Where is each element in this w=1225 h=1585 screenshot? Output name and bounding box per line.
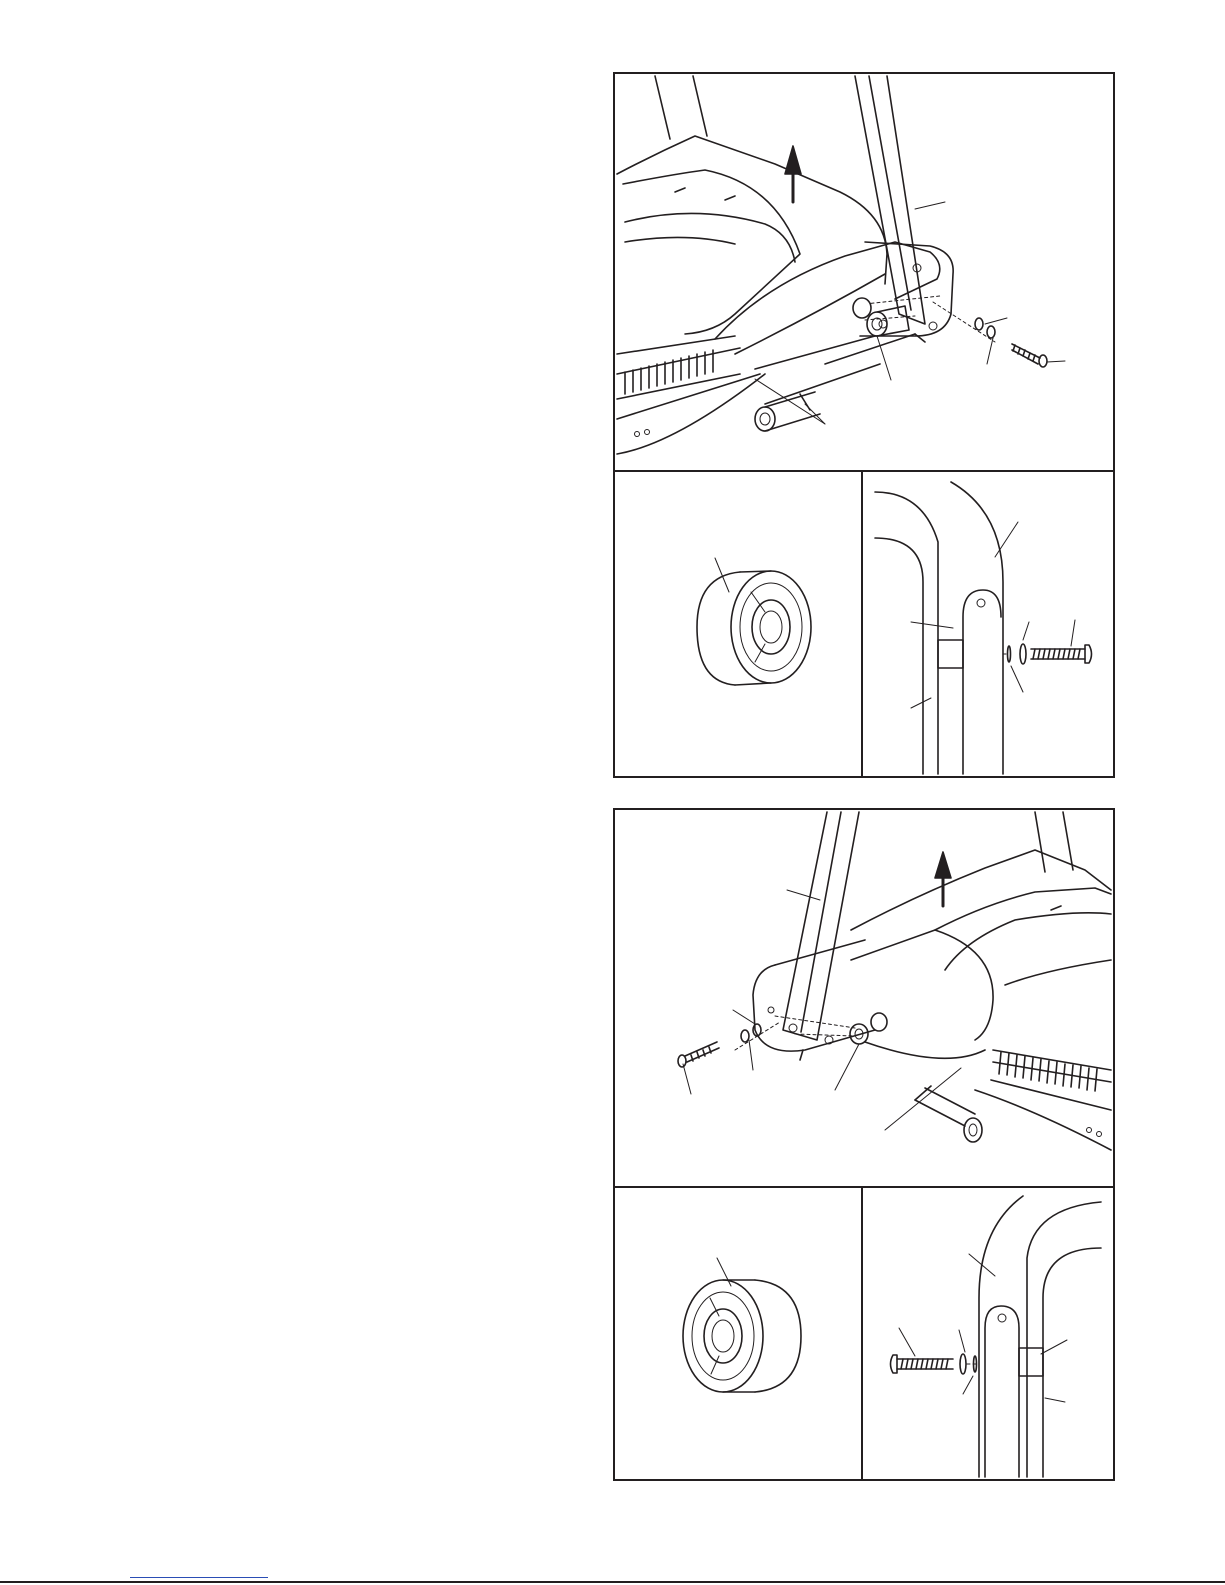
arrow-up-icon (935, 852, 951, 906)
main-assembly-panel-right (615, 74, 1113, 470)
roller-detail-panel (615, 1188, 861, 1479)
roller-detail-panel (615, 472, 861, 776)
upright-side-detail-panel (863, 1188, 1113, 1479)
upright-side-detail-panel (863, 472, 1113, 776)
assembly-figure-upper (613, 72, 1115, 778)
bolt-icon (1031, 645, 1092, 663)
main-assembly-panel-left (615, 810, 1113, 1186)
upright-side-drawing (863, 1188, 1113, 1479)
treadmill-base-left-drawing (615, 810, 1113, 1186)
arrow-up-icon (785, 146, 801, 202)
treadmill-base-right-drawing (615, 74, 1113, 470)
upright-side-drawing (863, 472, 1113, 776)
footer-link-underline[interactable] (130, 1577, 268, 1578)
assembly-figure-lower (613, 808, 1115, 1481)
footer-rule (0, 1581, 1225, 1583)
roller-icon (615, 1188, 861, 1479)
upright-right (855, 76, 925, 324)
roller-icon (615, 472, 861, 776)
bolt-icon (891, 1355, 954, 1373)
